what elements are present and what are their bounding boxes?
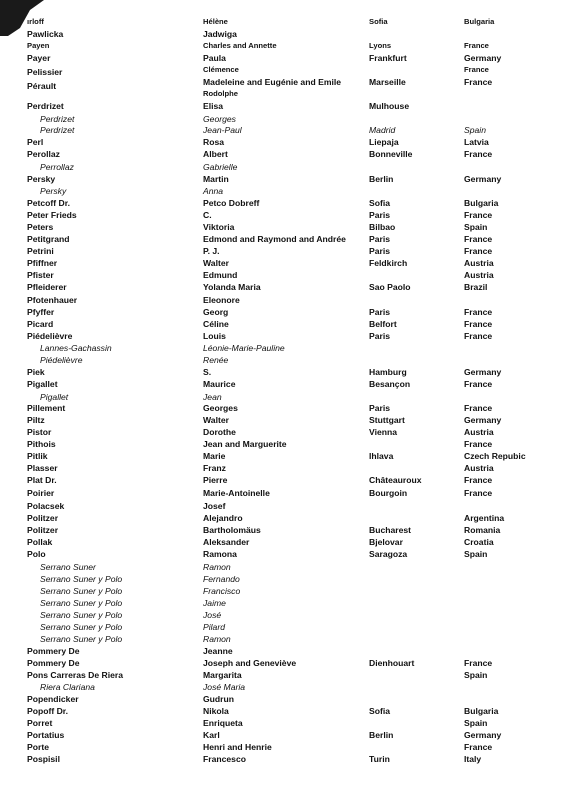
list-row — [0, 136, 569, 148]
given-names: Eleonore — [203, 295, 240, 305]
surname: Pawlicka — [27, 29, 64, 39]
given-names: Jaime — [203, 598, 226, 608]
country: Spain — [464, 222, 488, 232]
list-row — [0, 233, 569, 245]
city: Feldkirch — [369, 258, 408, 268]
given-names: Nikola — [203, 706, 229, 716]
list-row — [0, 330, 569, 342]
given-names: Francesco — [203, 754, 246, 764]
list-row — [0, 354, 569, 366]
given-names: Charles and Annette — [203, 41, 277, 50]
list-row — [0, 342, 569, 354]
related-surname: Serrano Suner y Polo — [40, 610, 123, 620]
related-surname: Serrano Suner y Polo — [40, 622, 123, 632]
given-names: Clémence — [203, 65, 239, 74]
surname: Petrini — [27, 246, 54, 256]
surname: Pistor — [27, 427, 52, 437]
country: Austria — [464, 427, 494, 437]
surname: Popoff Dr. — [27, 706, 69, 716]
country: Bulgaria — [464, 706, 499, 716]
related-surname: Perrollaz — [40, 162, 74, 172]
country: Italy — [464, 754, 482, 764]
country: Germany — [464, 367, 502, 377]
given-names: Gabrielle — [203, 162, 238, 172]
country: France — [464, 307, 493, 317]
given-names: Fernando — [203, 574, 240, 584]
country: Spain — [464, 549, 488, 559]
country: Germany — [464, 53, 502, 63]
city: Paris — [369, 403, 391, 413]
city: Ihlava — [369, 451, 394, 461]
city: Paris — [369, 331, 391, 341]
list-row — [0, 257, 569, 269]
given-names: Georges — [203, 403, 238, 413]
list-row — [0, 633, 569, 645]
surname: Perdrizet — [27, 101, 64, 111]
given-names: Dorothe — [203, 427, 236, 437]
list-row — [0, 597, 569, 609]
country: France — [464, 403, 493, 413]
country: Germany — [464, 415, 502, 425]
surname: Plat Dr. — [27, 475, 57, 485]
list-row — [0, 173, 569, 185]
list-row — [0, 148, 569, 160]
given-names: Josef — [203, 501, 226, 511]
given-names: Marie-Antoinelle — [203, 488, 270, 498]
list-row — [0, 657, 569, 669]
list-row — [0, 366, 569, 378]
list-row — [0, 245, 569, 257]
surname: Pfleiderer — [27, 282, 67, 292]
given-names: Henri and Henrie — [203, 742, 272, 752]
list-row — [0, 462, 569, 474]
list-row — [0, 100, 569, 112]
country: Croatia — [464, 537, 494, 547]
list-row — [0, 487, 569, 499]
given-names: Jean — [203, 392, 222, 402]
list-row — [0, 669, 569, 681]
city: Hamburg — [369, 367, 407, 377]
city: Sofia — [369, 17, 388, 26]
given-names: Karl — [203, 730, 220, 740]
given-names: Rodolphe — [203, 89, 239, 98]
given-names: Joseph and Geneviève — [203, 658, 297, 668]
country: France — [464, 439, 493, 449]
list-row — [0, 536, 569, 548]
city: Paris — [369, 210, 391, 220]
list-row — [0, 621, 569, 633]
country: Germany — [464, 174, 502, 184]
surname: Porte — [27, 742, 49, 752]
given-names: Georg — [203, 307, 229, 317]
city: Frankfurt — [369, 53, 407, 63]
surname: Portatius — [27, 730, 65, 740]
list-row — [0, 426, 569, 438]
city: Sofia — [369, 198, 391, 208]
country: Spain — [464, 125, 486, 135]
given-names: Petco Dobreff — [203, 198, 260, 208]
list-row — [0, 197, 569, 209]
country: Austria — [464, 270, 494, 280]
city: Paris — [369, 246, 391, 256]
surname: Pons Carreras De Riera — [27, 670, 124, 680]
surname: Polo — [27, 549, 46, 559]
given-names: Franz — [203, 463, 226, 473]
given-names: S. — [203, 367, 212, 377]
city: Madrid — [369, 125, 396, 135]
country: France — [464, 210, 493, 220]
surname: Perollaz — [27, 149, 60, 159]
surname: Pelissier — [27, 67, 63, 77]
given-names: Céline — [203, 319, 229, 329]
list-row — [0, 573, 569, 585]
given-names: Georges — [203, 114, 236, 124]
given-names: Albert — [203, 149, 228, 159]
given-names: Ramona — [203, 549, 237, 559]
list-row — [0, 741, 569, 753]
city: Sofia — [369, 706, 391, 716]
related-surname: Serrano Suner y Polo — [40, 634, 123, 644]
list-row — [0, 729, 569, 741]
given-names: C. — [203, 210, 212, 220]
list-row — [0, 124, 569, 136]
country: Argentina — [464, 513, 505, 523]
country: Austria — [464, 258, 494, 268]
country: France — [464, 742, 493, 752]
city: Berlin — [369, 730, 394, 740]
country: Romania — [464, 525, 501, 535]
given-names: Ramon — [203, 634, 231, 644]
city: Bucharest — [369, 525, 412, 535]
given-names: Gudrun — [203, 694, 235, 704]
country: France — [464, 246, 493, 256]
city: Vienna — [369, 427, 398, 437]
list-row — [0, 561, 569, 573]
given-names: Jean and Marguerite — [203, 439, 287, 449]
surname: Pithois — [27, 439, 56, 449]
list-row — [0, 88, 569, 100]
city: Turin — [369, 754, 390, 764]
list-row — [0, 705, 569, 717]
city: Stuttgart — [369, 415, 405, 425]
country: France — [464, 379, 493, 389]
surname: Peter Frieds — [27, 210, 77, 220]
given-names: Rosa — [203, 137, 225, 147]
surname: Plasser — [27, 463, 58, 473]
surname: Pérault — [27, 81, 57, 91]
surname: Porret — [27, 718, 53, 728]
given-names: Marie — [203, 451, 226, 461]
list-row — [0, 438, 569, 450]
country: France — [464, 319, 493, 329]
city: Bourgoin — [369, 488, 408, 498]
city: Châteauroux — [369, 475, 422, 485]
city: Belfort — [369, 319, 397, 329]
country: France — [464, 149, 493, 159]
given-names: Viktoria — [203, 222, 235, 232]
city: Bilbao — [369, 222, 396, 232]
city: Sao Paolo — [369, 282, 411, 292]
country: France — [464, 234, 493, 244]
related-surname: Piédelièvre — [40, 355, 83, 365]
given-names: Enriqueta — [203, 718, 243, 728]
surname: Persky — [27, 174, 56, 184]
given-names: José Maria — [203, 682, 246, 692]
list-row — [0, 16, 569, 28]
country: Latvia — [464, 137, 489, 147]
given-names: Margarita — [203, 670, 242, 680]
surname: Petitgrand — [27, 234, 70, 244]
list-row — [0, 294, 569, 306]
list-row — [0, 512, 569, 524]
surname: Pommery De — [27, 658, 80, 668]
list-row — [0, 28, 569, 40]
list-row — [0, 281, 569, 293]
given-names: Edmund — [203, 270, 238, 280]
given-names: Renée — [203, 355, 229, 365]
list-row — [0, 40, 569, 52]
list-row — [0, 402, 569, 414]
related-surname: Riera Clariana — [40, 682, 95, 692]
related-surname: Serrano Suner y Polo — [40, 574, 123, 584]
country: Austria — [464, 463, 494, 473]
surname: Pospisil — [27, 754, 60, 764]
list-row — [0, 681, 569, 693]
list-row — [0, 500, 569, 512]
surname: Politzer — [27, 513, 59, 523]
list-row — [0, 645, 569, 657]
given-names: Yolanda Maria — [203, 282, 261, 292]
city: Paris — [369, 234, 391, 244]
surname: Pfister — [27, 270, 54, 280]
given-names: Paula — [203, 53, 226, 63]
surname: Payen — [27, 41, 50, 50]
city: Liepaja — [369, 137, 399, 147]
surname: Pollak — [27, 537, 53, 547]
city: Dienhouart — [369, 658, 415, 668]
city: Bonneville — [369, 149, 413, 159]
given-names: Walter — [203, 258, 229, 268]
related-surname: Lannes-Gachassin — [40, 343, 112, 353]
country: Brazil — [464, 282, 488, 292]
related-surname: Serrano Suner — [40, 562, 96, 572]
list-row — [0, 524, 569, 536]
list-row — [0, 585, 569, 597]
city: Marseille — [369, 77, 406, 87]
given-names: Léonie-Marie-Pauline — [203, 343, 285, 353]
list-row — [0, 548, 569, 560]
list-row — [0, 185, 569, 197]
surname: Perl — [27, 137, 44, 147]
country: France — [464, 331, 493, 341]
list-row — [0, 717, 569, 729]
related-surname: Serrano Suner y Polo — [40, 598, 123, 608]
surname: Pigallet — [27, 379, 58, 389]
city: Bjelovar — [369, 537, 403, 547]
given-names: Martin — [203, 174, 229, 184]
given-names: Hélène — [203, 17, 228, 26]
given-names: Walter — [203, 415, 229, 425]
country: Czech Repubic — [464, 451, 526, 461]
given-names: Edmond and Raymond and Andrée — [203, 234, 346, 244]
surname: Petcoff Dr. — [27, 198, 70, 208]
given-names: Pilard — [203, 622, 225, 632]
list-row — [0, 318, 569, 330]
related-surname: Pigallet — [40, 392, 69, 402]
given-names: Madeleine and Eugénie and Emile — [203, 77, 342, 87]
country: Bulgaria — [464, 198, 499, 208]
given-names: Jadwiga — [203, 29, 237, 39]
country: France — [464, 77, 493, 87]
surname: Piédelièvre — [27, 331, 73, 341]
surname: Pfyffer — [27, 307, 55, 317]
list-row — [0, 693, 569, 705]
surname: Polacsek — [27, 501, 65, 511]
list-row — [0, 269, 569, 281]
surname: Politzer — [27, 525, 59, 535]
given-names: Louis — [203, 331, 226, 341]
list-row — [0, 474, 569, 486]
city: Lyons — [369, 41, 392, 50]
given-names: P. J. — [203, 246, 220, 256]
list-row — [0, 753, 569, 765]
surname: Pfotenhauer — [27, 295, 78, 305]
surname: Pommery De — [27, 646, 80, 656]
given-names: Pierre — [203, 475, 228, 485]
city: Besançon — [369, 379, 411, 389]
country: France — [464, 658, 493, 668]
country: France — [464, 41, 489, 50]
city: Berlin — [369, 174, 394, 184]
given-names: Bartholomäus — [203, 525, 261, 535]
given-names: Maurice — [203, 379, 236, 389]
city: Paris — [369, 307, 391, 317]
country: France — [464, 65, 489, 74]
related-surname: Serrano Suner y Polo — [40, 586, 123, 596]
country: Bulgaria — [464, 17, 495, 26]
surname: Poirier — [27, 488, 55, 498]
country: France — [464, 475, 493, 485]
surname: Peters — [27, 222, 54, 232]
given-names: José — [203, 610, 222, 620]
given-names: Aleksander — [203, 537, 250, 547]
country: Germany — [464, 730, 502, 740]
surname: Popendicker — [27, 694, 79, 704]
list-row — [0, 378, 569, 390]
surname: Pfiffner — [27, 258, 58, 268]
given-names: Ramon — [203, 562, 231, 572]
given-names: Jeanne — [203, 646, 233, 656]
country: France — [464, 488, 493, 498]
list-row — [0, 414, 569, 426]
surname: Picard — [27, 319, 54, 329]
given-names: Elisa — [203, 101, 224, 111]
related-surname: Perdrizet — [40, 125, 75, 135]
country: Spain — [464, 670, 488, 680]
given-names: Alejandro — [203, 513, 243, 523]
surname: Piek — [27, 367, 45, 377]
list-row — [0, 450, 569, 462]
related-surname: Perdrizet — [40, 114, 75, 124]
country: Spain — [464, 718, 488, 728]
list-row — [0, 221, 569, 233]
surname: Pitlik — [27, 451, 48, 461]
given-names: Jean-Paul — [203, 125, 242, 135]
surname: ırloff — [27, 17, 44, 26]
related-surname: Persky — [40, 186, 67, 196]
list-row — [0, 161, 569, 173]
list-row — [0, 209, 569, 221]
list-row — [0, 52, 569, 64]
list-row — [0, 306, 569, 318]
city: Mulhouse — [369, 101, 410, 111]
surname: Payer — [27, 53, 51, 63]
surname: Piltz — [27, 415, 45, 425]
list-row — [0, 609, 569, 621]
given-names: Francisco — [203, 586, 241, 596]
city: Saragoza — [369, 549, 408, 559]
given-names: Anna — [203, 186, 224, 196]
surname: Pillement — [27, 403, 66, 413]
